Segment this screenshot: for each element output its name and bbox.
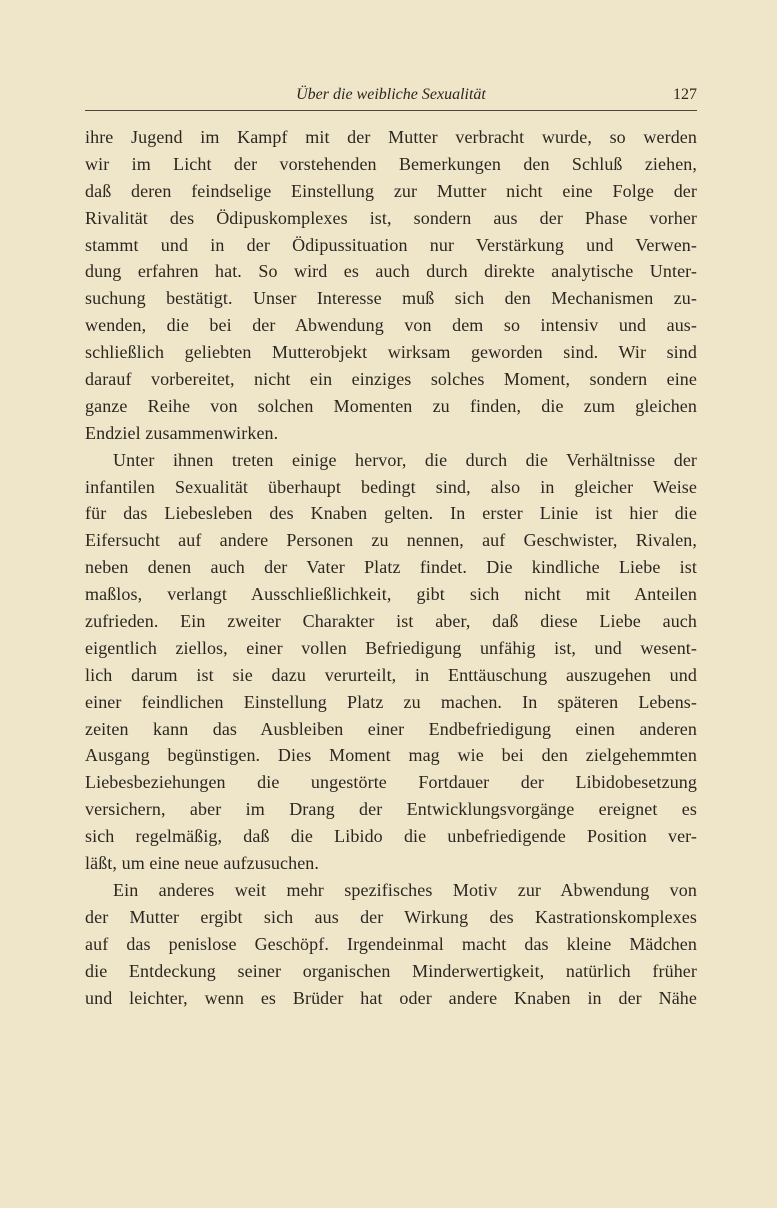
body-text (85, 124, 697, 1011)
text-line: läßt, um eine neue aufzusuchen. (85, 853, 320, 874)
text-line: Ein anderes weit mehr spezifisches Motiv zur Abwendung von (113, 879, 697, 900)
text-line: zufrieden. Ein zweiter Charakter ist aber, daß diese Liebe auch (85, 611, 697, 632)
text-line: eigentlich ziellos, einer vollen Befriedigung unfähig ist, und wesent- (85, 637, 697, 658)
text-line: der Mutter ergibt sich aus der Wirkung des Kastrationskomplexes (85, 906, 697, 927)
text-line: ganze Reihe von solchen Momenten zu finden, die zum gleichen (85, 395, 697, 416)
text-line: stammt und in der Ödipussituation nur Verstärkung und Verwen- (85, 234, 697, 255)
text-line: infantilen Sexualität überhaupt bedingt sind, also in gleicher Weise (85, 476, 697, 497)
text-line: Liebesbeziehungen die ungestörte Fortdauer der Libidobesetzung (85, 772, 697, 793)
text-line: maßlos, verlangt Ausschließlichkeit, gibt sich nicht mit Anteilen (85, 584, 697, 605)
text-line: zeiten kann das Ausbleiben einer Endbefriedigung einen anderen (85, 718, 697, 739)
text-line: sich regelmäßig, daß die Libido die unbefriedigende Position ver- (85, 826, 697, 847)
text-line: suchung bestätigt. Unser Interesse muß sich den Mechanismen zu- (85, 288, 697, 309)
text-line: dung erfahren hat. So wird es auch durch direkte analytische Unter- (85, 261, 697, 282)
text-line: neben denen auch der Vater Platz findet. Die kindliche Liebe ist (85, 557, 697, 578)
running-title: Über die weibliche Sexualität (296, 86, 486, 103)
text-line: daß deren feindselige Einstellung zur Mutter nicht eine Folge der (85, 180, 697, 201)
text-line: und leichter, wenn es Brüder hat oder andere Knaben in der Nähe (85, 987, 697, 1008)
text-line: Unter ihnen treten einige hervor, die durch die Verhältnisse der (113, 449, 697, 470)
running-header (85, 84, 697, 111)
text-line: Eifersucht auf andere Personen zu nennen, auf Geschwister, Rivalen, (85, 530, 697, 551)
text-line: wenden, die bei der Abwendung von dem so intensiv und aus- (85, 315, 697, 336)
text-line: einer feindlichen Einstellung Platz zu machen. In späteren Lebens- (85, 691, 697, 712)
text-line: Endziel zusammenwirken. (85, 422, 279, 443)
text-line: Ausgang begünstigen. Dies Moment mag wie bei den zielgehemmten (85, 745, 697, 766)
text-line: auf das penislose Geschöpf. Irgendeinmal macht das kleine Mädchen (85, 933, 697, 954)
text-line: die Entdeckung seiner organischen Minderwertigkeit, natürlich früher (85, 960, 697, 981)
text-line: wir im Licht der vorstehenden Bemerkungen den Schluß ziehen, (85, 153, 697, 174)
text-line: versichern, aber im Drang der Entwicklungsvorgänge ereignet es (85, 799, 697, 820)
text-line: schließlich geliebten Mutterobjekt wirksam geworden sind. Wir sind (85, 342, 697, 363)
text-line: lich darum ist sie dazu verurteilt, in Enttäuschung auszugehen und (85, 664, 697, 685)
text-line: ihre Jugend im Kampf mit der Mutter verbracht wurde, so werden (85, 127, 697, 147)
text-line: Rivalität des Ödipuskomplexes ist, sondern aus der Phase vorher (85, 207, 697, 228)
text-line: darauf vorbereitet, nicht ein einziges solches Moment, sondern eine (85, 369, 697, 390)
text-line: für das Liebesleben des Knaben gelten. In erster Linie ist hier die (85, 503, 697, 524)
page-number: 127 (673, 86, 697, 103)
